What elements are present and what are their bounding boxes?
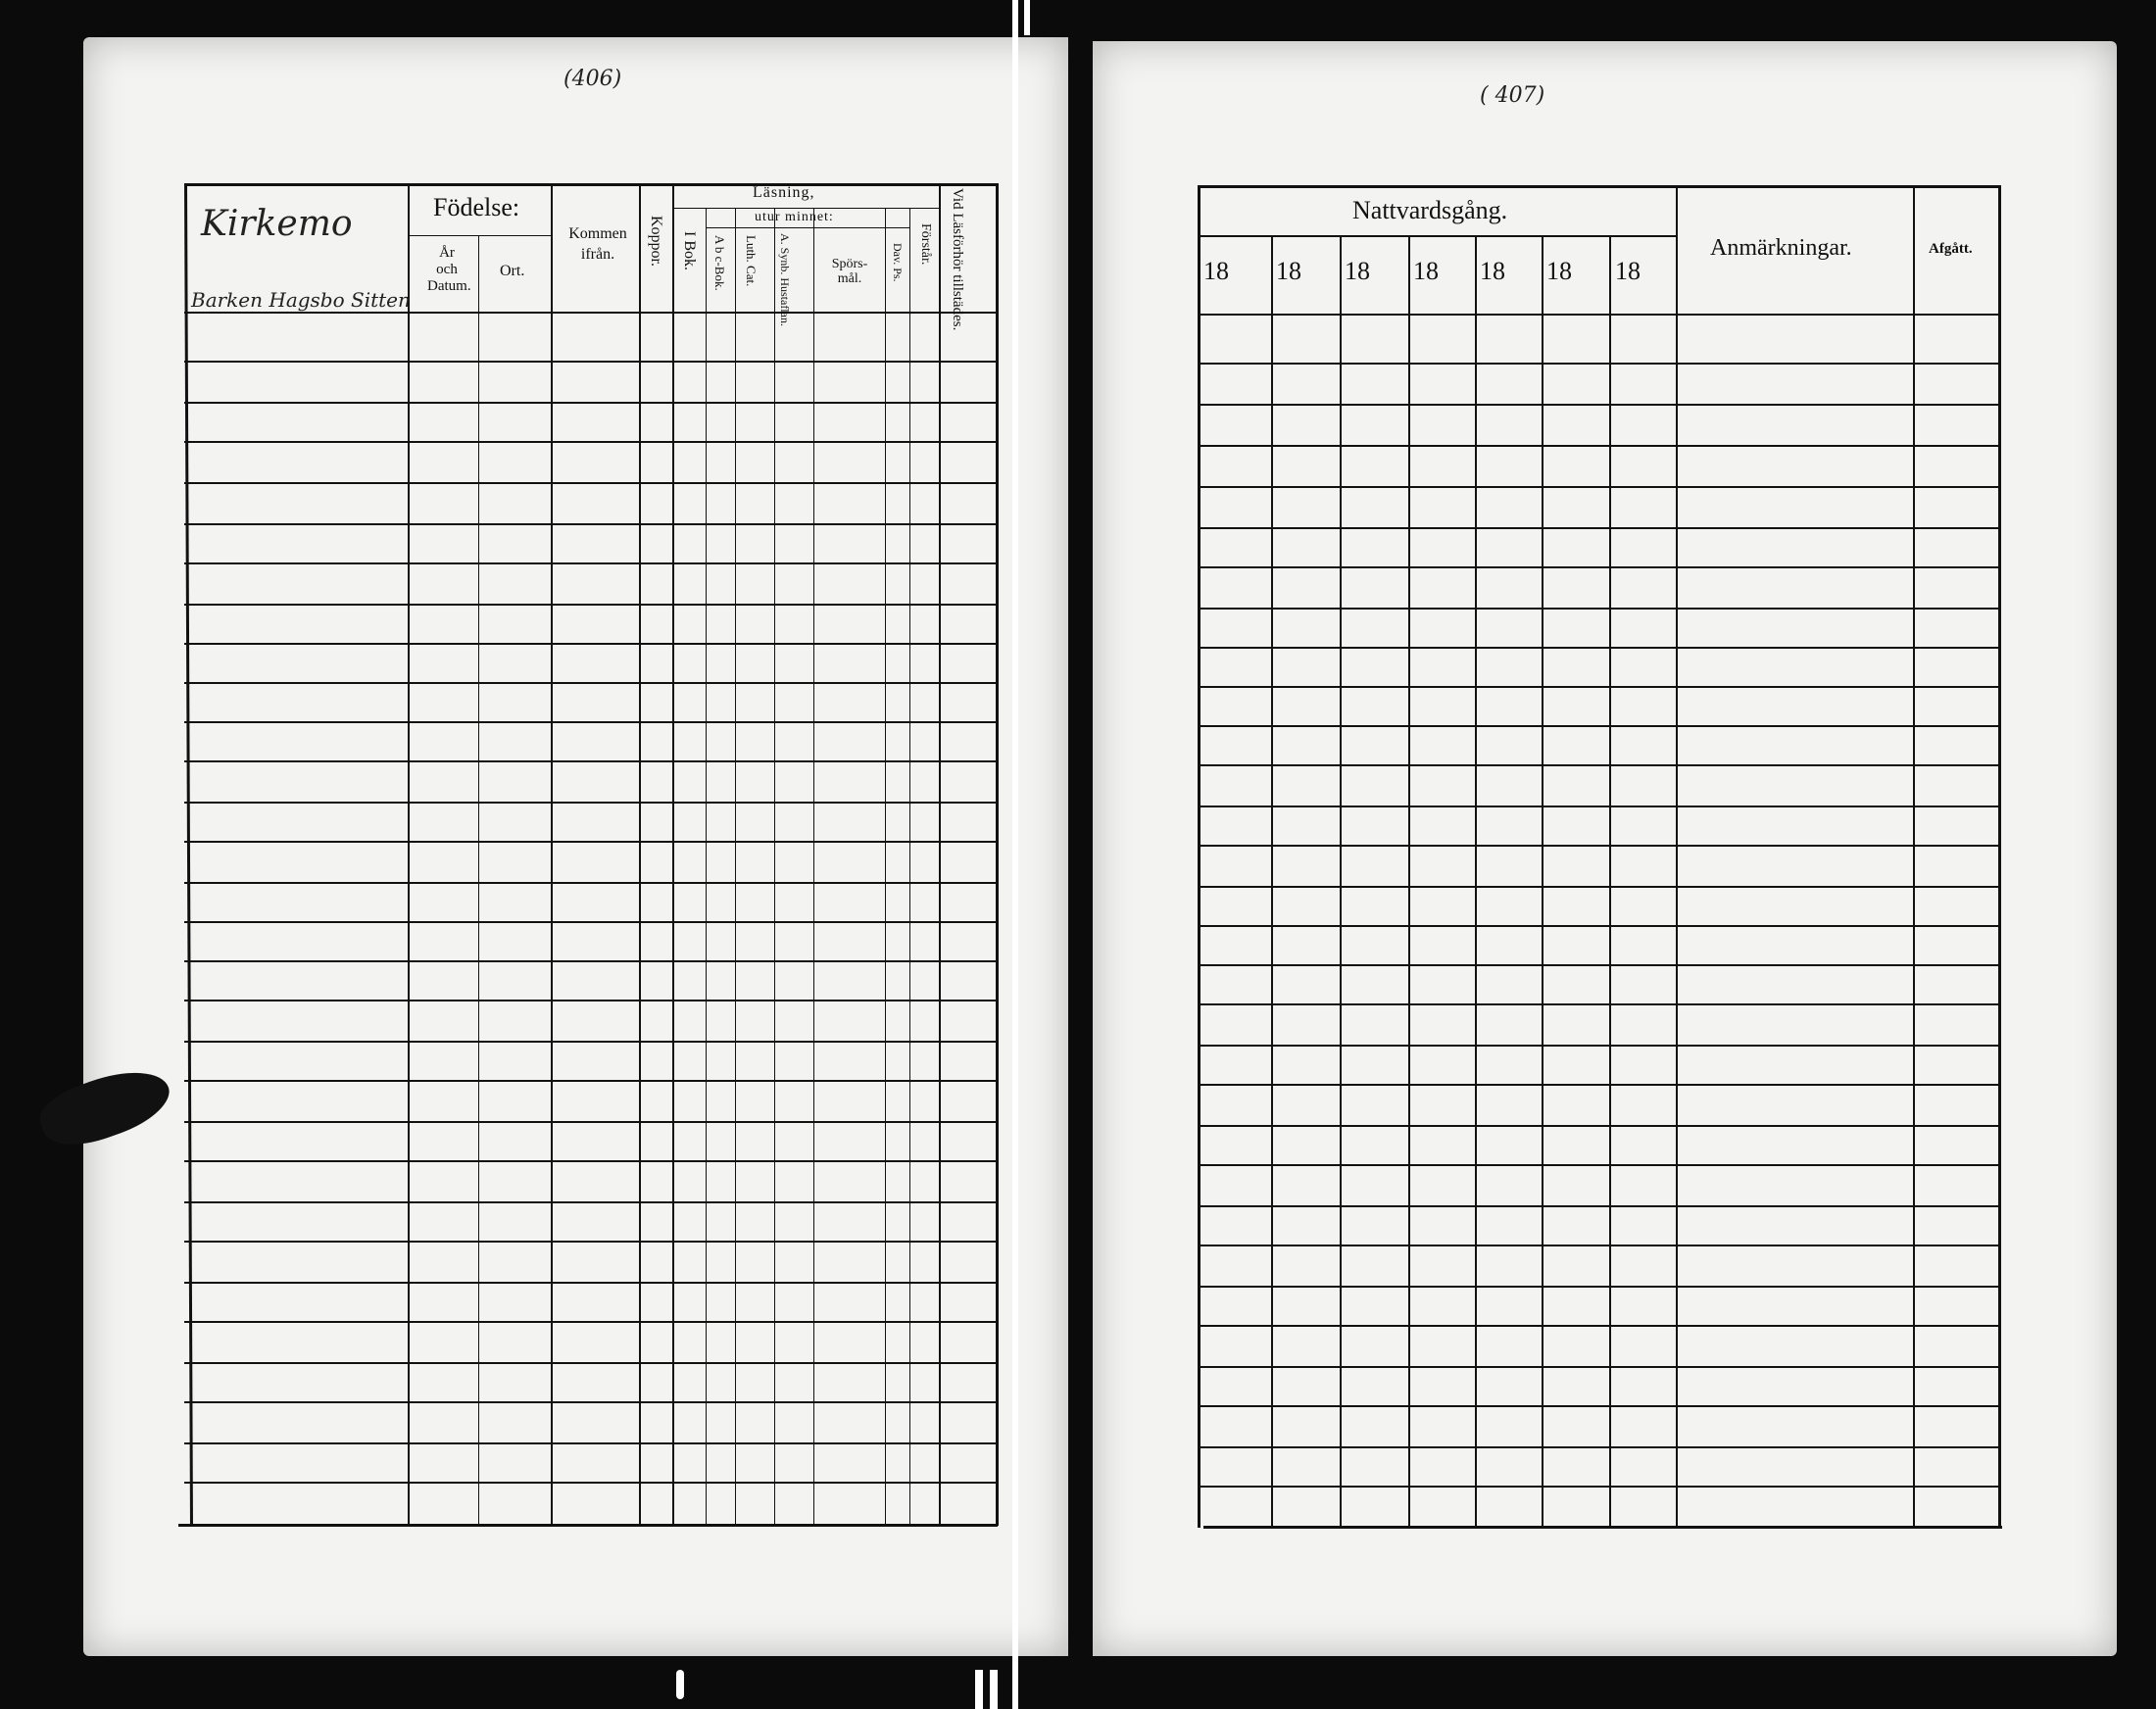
col-line (774, 208, 775, 1526)
lasning-header: Läsning, (753, 184, 815, 201)
row-line (1198, 1325, 1999, 1327)
row-line (1198, 647, 1999, 649)
left-table-bottom-border (178, 1524, 998, 1527)
row-line (184, 1000, 998, 1001)
year-col-7: 18 (1615, 257, 1641, 285)
i-bok-header: I Bok. (681, 231, 698, 270)
row-line (1198, 1366, 1999, 1368)
ifran-label: ifrån. (580, 246, 615, 263)
spors-label: Spörs- (831, 257, 868, 271)
left-table-right-border (996, 183, 999, 1526)
row-line (1198, 1045, 1999, 1047)
year-col-5: 18 (1480, 257, 1505, 285)
synb-hustaflan-header (778, 233, 792, 326)
row-line (184, 523, 998, 525)
col-line (939, 183, 941, 1526)
row-line (1198, 886, 1999, 888)
binding-mark-top-1 (1012, 0, 1018, 1709)
col-line (639, 183, 641, 1526)
afgatt-header: Afgått. (1929, 241, 1973, 257)
fodelse-header: Födelse: (433, 193, 520, 221)
row-line (184, 682, 998, 684)
row-line (184, 1362, 998, 1364)
row-line (1198, 1446, 1999, 1448)
row-line (1198, 1164, 1999, 1166)
row-line (184, 604, 998, 606)
row-line (184, 721, 998, 723)
row-line (184, 921, 998, 923)
col-line (813, 208, 814, 1526)
sporsmal-header (825, 257, 874, 286)
row-line (1198, 764, 1999, 766)
left-table-top-border (184, 183, 998, 186)
col-line (478, 235, 479, 1526)
year-col-2: 18 (1276, 257, 1301, 285)
row-line (184, 1482, 998, 1484)
abc-bok-header: A b c-Bok. (712, 235, 727, 291)
utur-minnet-sub-line (706, 227, 909, 228)
year-col-3: 18 (1345, 257, 1370, 285)
row-line (1198, 725, 1999, 727)
vid-lasforhor-label: Vid Läsförhör (950, 188, 965, 271)
row-line (184, 1321, 998, 1323)
row-line (1198, 964, 1999, 966)
header-bottom-line (184, 312, 998, 314)
row-line (184, 361, 998, 363)
year-col-4: 18 (1413, 257, 1439, 285)
year-col-6: 18 (1546, 257, 1572, 285)
row-line (184, 960, 998, 962)
col-line (885, 208, 886, 1526)
ar-och-datum-header (427, 245, 471, 295)
row-line (184, 760, 998, 762)
col-line (1271, 235, 1273, 1527)
row-line (1198, 686, 1999, 688)
left-page-number: (406) (564, 67, 622, 91)
datum-label: Datum. (427, 278, 471, 294)
ar-label: År (439, 245, 455, 261)
vid-lasforhor-header (949, 188, 966, 330)
row-line (184, 1121, 998, 1123)
luth-cat-header: Luth. Cat. (744, 235, 759, 287)
fodelse-sub-line (408, 235, 551, 236)
forstar-header: Förstår. (918, 223, 933, 266)
tillstades-label: tillstädes. (950, 274, 965, 331)
row-line (184, 441, 998, 443)
och-label: och (436, 262, 458, 277)
row-line (1198, 486, 1999, 488)
row-line (1198, 363, 1999, 365)
handwritten-title: Kirkemo (201, 204, 353, 244)
col-line (1609, 235, 1611, 1527)
row-line (184, 1080, 998, 1082)
col-line (1542, 235, 1544, 1527)
row-line (184, 1442, 998, 1444)
row-line (1198, 1205, 1999, 1207)
row-line (1198, 1245, 1999, 1246)
col-line (1475, 235, 1477, 1527)
row-line (184, 1201, 998, 1203)
row-line (1198, 1405, 1999, 1407)
col-line (706, 208, 707, 1526)
row-line (184, 643, 998, 645)
anmarkningar-header: Anmärkningar. (1710, 235, 1852, 261)
nattvardsgang-header: Nattvardsgång. (1352, 196, 1508, 224)
binding-mark-bottom-2 (975, 1670, 983, 1709)
right-page (1093, 41, 2117, 1656)
row-line (1198, 527, 1999, 529)
row-line (1198, 1125, 1999, 1127)
row-line (1198, 445, 1999, 447)
row-line (184, 1160, 998, 1162)
handwritten-name: Barken Hagsbo Sitten (191, 288, 411, 312)
row-line (184, 882, 998, 884)
row-line (184, 402, 998, 404)
year-col-1: 18 (1203, 257, 1229, 285)
row-line (1198, 566, 1999, 568)
right-header-bottom-line (1198, 314, 1999, 316)
ort-header: Ort. (500, 263, 525, 279)
nattvard-sub-line (1198, 235, 1676, 237)
row-line (1198, 845, 1999, 847)
koppor-header: Koppor. (648, 216, 664, 267)
dav-ps-header: Dav. Ps. (891, 243, 905, 282)
col-line (735, 208, 736, 1526)
kommen-label: Kommen (568, 225, 627, 242)
row-line (184, 841, 998, 843)
row-line (1198, 925, 1999, 927)
mal-label: mål. (837, 271, 862, 286)
left-page (83, 37, 1068, 1656)
col-line (551, 183, 553, 1526)
synb-label: A. Synb. (778, 233, 792, 275)
row-line (1198, 608, 1999, 610)
col-line (1340, 235, 1342, 1527)
col-line (672, 183, 674, 1526)
row-line (1198, 1286, 1999, 1288)
kommen-ifran-header (564, 223, 632, 265)
row-line (184, 1401, 998, 1403)
col-line (408, 183, 410, 1526)
row-line (184, 1241, 998, 1243)
row-line (1198, 404, 1999, 406)
row-line (184, 1282, 998, 1284)
binding-mark-bottom-3 (990, 1670, 998, 1709)
lasning-sub-line (672, 208, 939, 209)
col-line (909, 208, 910, 1526)
right-table-bottom-border (1203, 1526, 2002, 1529)
row-line (184, 482, 998, 484)
row-line (184, 562, 998, 564)
utur-minnet-header: utur minnet: (755, 210, 834, 224)
row-line (1198, 806, 1999, 807)
row-line (1198, 1003, 1999, 1005)
binding-mark-bottom-1 (676, 1670, 684, 1699)
row-line (184, 1041, 998, 1043)
col-line (1408, 235, 1410, 1527)
row-line (184, 802, 998, 804)
row-line (1198, 1486, 1999, 1488)
right-table-top-border (1198, 185, 1999, 188)
right-page-number: ( 407) (1480, 83, 1545, 108)
hustaflan-label: Hustaflan. (778, 277, 792, 326)
binding-mark-top-2 (1024, 0, 1030, 35)
row-line (1198, 1084, 1999, 1086)
